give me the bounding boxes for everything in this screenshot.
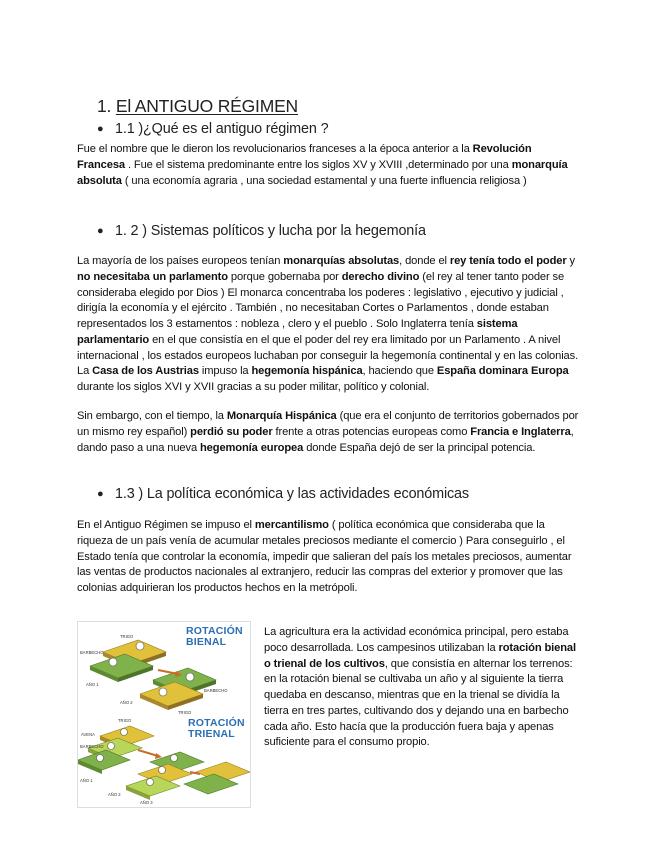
trienal-field-label: AVENA — [81, 732, 95, 737]
section-title: 1.1 )¿Qué es el antiguo régimen ? — [115, 121, 329, 137]
bienal-field-label: TRIGO — [178, 710, 192, 715]
paragraph-decadencia-hispanica: Sin embargo, con el tiempo, la Monarquía Hispánica (que era el conjunto de territorios gobernados por un mismo rey español) perdió su poder frente a otras potencias europeas como Francia e Inglaterra, dando paso a una nueva hegemonía europea donde España dejó de ser la principal potencia. — [77, 410, 579, 454]
bullet-icon: ● — [97, 123, 104, 135]
paragraph-agricultura: La agricultura era la actividad económica principal, pero estaba poco desarrollada. Los campesinos utilizaban la rotación bienal o trienal de los cultivos, que consistía en alternar los terrenos: en la rotación bienal se cultivaba un año y al siguiente la tierra quedaba en descanso, mientras que en la trienal se dividía la tierra en tres partes, cultivando dos y dejando una en barbecho cada año. Esto hacía que la producción fuera baja y apenas suficiente para el consumo propio. — [264, 626, 576, 749]
bullet-icon: ● — [97, 488, 104, 500]
trienal-year-label: AÑO 3 — [140, 800, 153, 805]
heading-title: El ANTIGUO RÉGIMEN — [115, 96, 298, 116]
trienal-field-label: BARBECHO — [80, 744, 104, 749]
figure-title-trienal: ROTACIÓN TRIENAL — [188, 717, 245, 740]
section-title: 1. 2 ) Sistemas políticos y lucha por la hegemonía — [115, 223, 426, 239]
bienal-field-label: TRIGO — [120, 634, 134, 639]
section-heading-1-3 — [97, 486, 469, 502]
crop-rotation-illustration — [78, 622, 250, 807]
heading-number: 1. — [97, 96, 112, 116]
paragraph-mercantilismo: En el Antiguo Régimen se impuso el mercantilismo ( política económica que consideraba que la riqueza de un país venía de acumular metales preciosos mediante el comercio ) Para conseguirlo , el Estado tenía que controlar la economía, impedir que salieran del país los metales preciosos, aumentar las ventas de productos nacionales al extranjero, reducir las compras del exterior y promover que las colonias adquirieran los productos hechos en la metrópoli. — [77, 519, 572, 594]
trienal-year-label: AÑO 2 — [108, 792, 121, 797]
bienal-field-label: BARBECHO — [80, 650, 104, 655]
bienal-diagram — [90, 640, 216, 710]
page-heading — [97, 96, 298, 117]
paragraph-antiguo-regimen: Fue el nombre que le dieron los revolucionarios franceses a la época anterior a la Revolución Francesa . Fue el sistema predominante entre los siglos XV y XVIII ,determinado por una monarquía absoluta ( una economía agraria , una sociedad estamental y una fuerte influencia religiosa ) — [77, 143, 568, 187]
section-heading-1-2 — [97, 223, 426, 239]
section-heading-1-1 — [97, 121, 328, 137]
section-title: 1.3 ) La política económica y las actividades económicas — [115, 486, 469, 502]
trienal-year-label: AÑO 1 — [80, 778, 93, 783]
bullet-icon: ● — [97, 225, 104, 237]
bienal-year-label: AÑO 1 — [86, 682, 99, 687]
bienal-field-label: BARBECHO — [204, 688, 228, 693]
bienal-year-label: AÑO 2 — [120, 700, 133, 705]
paragraph-sistemas-politicos: La mayoría de los países europeos tenían monarquías absolutas, donde el rey tenía todo el poder y no necesitaba un parlamento porque gobernaba por derecho divino (el rey al tener tanto poder se consideraba elegido por Dios ) El monarca concentraba los poderes : legislativo , ejecutivo y judicial , dirigía la economía y el ejército . También , no necesitaban Cortes o Parlamentos , donde estaban representados los 3 estamentos : nobleza , clero y el pueblo . Solo Inglaterra tenía sistema parlamentario en el que consistía en el que el poder del rey era limitado por un Parlamento . A nivel internacional , los estados europeos luchaban por conseguir la hegemonía continental y en las colonias. La Casa de los Austrias impuso la hegemonía hispánica, haciendo que España dominara Europa durante los siglos XVI y XVII gracias a su poder militar, político y colonial. — [77, 255, 579, 393]
crop-rotation-figure — [77, 621, 251, 808]
figure-title-bienal: ROTACIÓN BIENAL — [186, 625, 243, 648]
trienal-field-label: TRIGO — [118, 718, 132, 723]
